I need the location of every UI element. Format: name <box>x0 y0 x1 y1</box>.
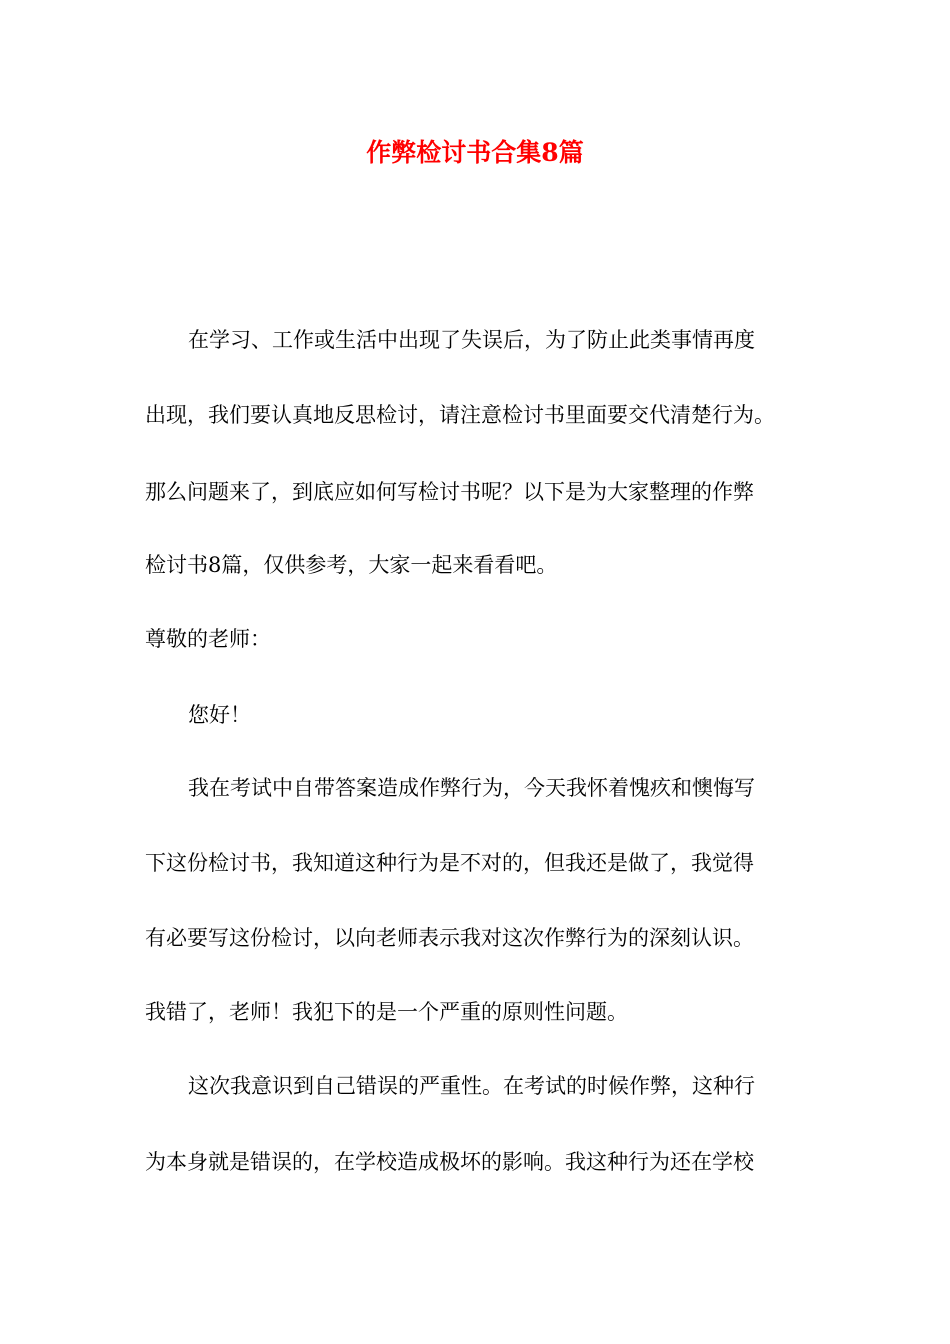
paragraph-line: 下这份检讨书，我知道这种行为是不对的，但我还是做了，我觉得 <box>145 851 754 875</box>
paragraph-line: 我在考试中自带答案造成作弊行为，今天我怀着愧疚和懊悔写 <box>188 776 755 800</box>
greeting: 您好！ <box>188 703 251 727</box>
paragraph-line: 我错了，老师！我犯下的是一个严重的原则性问题。 <box>145 1000 628 1024</box>
paragraph-line: 这次我意识到自己错误的严重性。在考试的时候作弊，这种行 <box>188 1074 755 1098</box>
salutation: 尊敬的老师： <box>145 627 271 651</box>
paragraph-line: 出现，我们要认真地反思检讨，请注意检讨书里面要交代清楚行为。 <box>145 403 775 427</box>
paragraph-line: 有必要写这份检讨，以向老师表示我对这次作弊行为的深刻认识。 <box>145 926 754 950</box>
paragraph-line: 那么问题来了，到底应如何写检讨书呢？以下是为大家整理的作弊 <box>145 480 754 504</box>
paragraph-line: 检讨书8篇，仅供参考，大家一起来看看吧。 <box>145 553 558 577</box>
paragraph-line: 在学习、工作或生活中出现了失误后，为了防止此类事情再度 <box>188 328 755 352</box>
document-title: 作弊检讨书合集8篇 <box>366 138 584 167</box>
paragraph-line: 为本身就是错误的，在学校造成极坏的影响。我这种行为还在学校 <box>145 1150 754 1174</box>
